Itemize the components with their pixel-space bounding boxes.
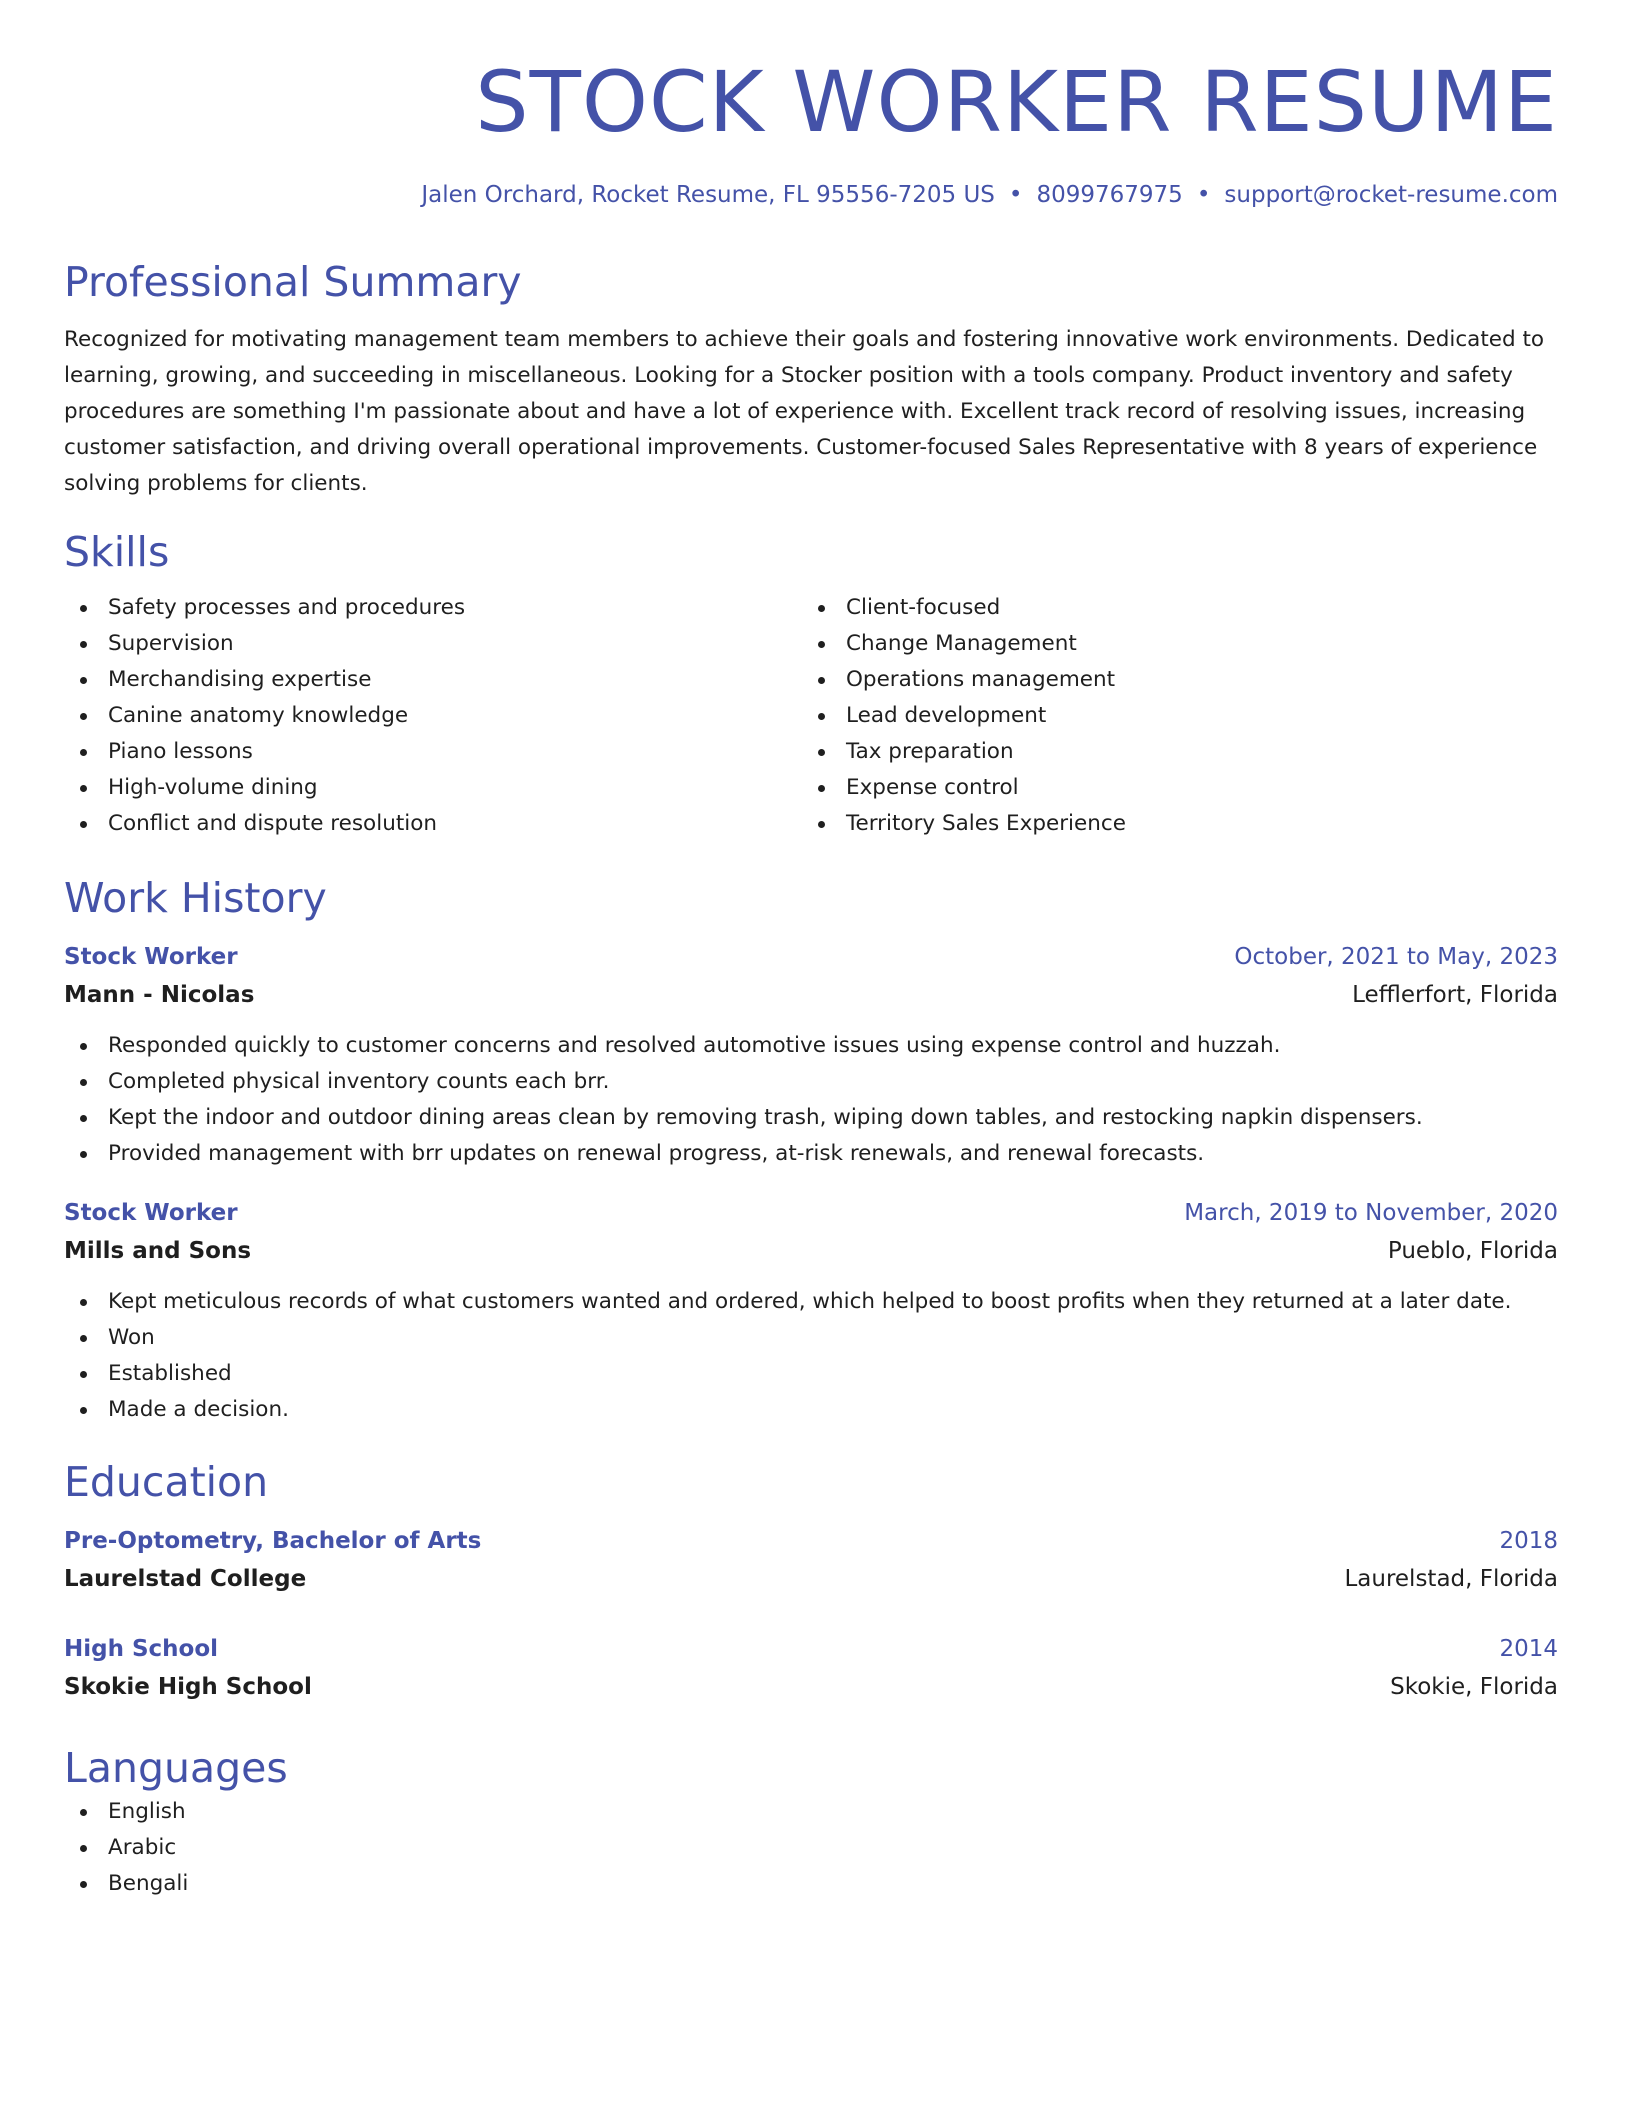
skill-item: Safety processes and procedures xyxy=(64,590,802,626)
contact-address: Jalen Orchard, Rocket Resume, FL 95556-7205 US xyxy=(421,182,995,208)
job-bullet: Provided management with brr updates on renewal progress, at-risk renewals, and renewal forecasts. xyxy=(64,1136,1558,1172)
education-year: 2018 xyxy=(1499,1528,1558,1554)
skill-item: Client-focused xyxy=(802,590,1540,626)
work-history-heading: Work History xyxy=(64,874,327,922)
job-company: Mills and Sons xyxy=(64,1238,252,1264)
skills-column-right xyxy=(802,590,1540,842)
education-location: Skokie, Florida xyxy=(1390,1674,1558,1700)
job-bullet: Made a decision. xyxy=(64,1392,1558,1428)
job-entry xyxy=(64,1194,1558,1428)
skill-item: Canine anatomy knowledge xyxy=(64,698,802,734)
job-role: Stock Worker xyxy=(64,1200,238,1226)
contact-line xyxy=(64,182,1558,208)
skill-item: Conflict and dispute resolution xyxy=(64,806,802,842)
contact-separator: • xyxy=(1008,182,1023,208)
education-entry xyxy=(64,1630,1558,1706)
language-item: Arabic xyxy=(64,1830,1558,1866)
languages-list xyxy=(64,1794,1558,1902)
skill-item: Operations management xyxy=(802,662,1540,698)
education-entry xyxy=(64,1522,1558,1598)
job-bullet: Won xyxy=(64,1320,1558,1356)
skill-item: Lead development xyxy=(802,698,1540,734)
job-bullet: Completed physical inventory counts each brr. xyxy=(64,1064,1558,1100)
job-bullet: Established xyxy=(64,1356,1558,1392)
skill-item: High-volume dining xyxy=(64,770,802,806)
skills-column-left xyxy=(64,590,802,842)
job-role: Stock Worker xyxy=(64,944,238,970)
education-location: Laurelstad, Florida xyxy=(1344,1566,1558,1592)
job-bullet: Responded quickly to customer concerns and resolved automotive issues using expense control and huzzah. xyxy=(64,1028,1558,1064)
education-heading: Education xyxy=(64,1458,269,1506)
skill-item: Territory Sales Experience xyxy=(802,806,1540,842)
education-year: 2014 xyxy=(1499,1636,1558,1662)
job-bullet: Kept the indoor and outdoor dining areas clean by removing trash, wiping down tables, and restocking napkin dispensers. xyxy=(64,1100,1558,1136)
contact-phone: 8099767975 xyxy=(1036,182,1183,208)
job-location: Pueblo, Florida xyxy=(1387,1238,1558,1264)
skill-item: Piano lessons xyxy=(64,734,802,770)
job-dates: October, 2021 to May, 2023 xyxy=(1234,944,1558,970)
education-degree: High School xyxy=(64,1636,219,1662)
job-location: Lefflerfort, Florida xyxy=(1352,982,1558,1008)
skill-item: Tax preparation xyxy=(802,734,1540,770)
job-entry xyxy=(64,938,1558,1172)
education-school: Laurelstad College xyxy=(64,1566,307,1592)
job-dates: March, 2019 to November, 2020 xyxy=(1184,1200,1558,1226)
contact-email: support@rocket-resume.com xyxy=(1224,182,1558,208)
resume-title: STOCK WORKER RESUME xyxy=(475,53,1558,151)
summary-text: Recognized for motivating management team members to achieve their goals and fostering innovative work environments. Dedicated to learning, growing, and succeeding in miscellaneous. Looking for a Stocker position with a tools company. Product inventory and safety procedures are something I'm passionate about and have a lot of experience with. Excellent track record of resolving issues, increasing customer satisfaction, and driving overall operational improvements. Customer-focused Sales Representative with 8 years of experience solving problems for clients. xyxy=(64,327,1545,496)
job-bullet: Kept meticulous records of what customers wanted and ordered, which helped to boost profits when they returned at a later date. xyxy=(64,1284,1558,1320)
skills-heading: Skills xyxy=(64,528,170,576)
skills-grid xyxy=(64,590,1558,842)
contact-separator: • xyxy=(1196,182,1211,208)
skill-item: Change Management xyxy=(802,626,1540,662)
summary-heading: Professional Summary xyxy=(64,258,522,306)
skill-item: Supervision xyxy=(64,626,802,662)
skill-item: Expense control xyxy=(802,770,1540,806)
skill-item: Merchandising expertise xyxy=(64,662,802,698)
language-item: Bengali xyxy=(64,1866,1558,1902)
job-company: Mann - Nicolas xyxy=(64,982,255,1008)
resume-page xyxy=(64,52,1558,1902)
languages-heading: Languages xyxy=(64,1744,288,1792)
education-degree: Pre-Optometry, Bachelor of Arts xyxy=(64,1528,482,1554)
language-item: English xyxy=(64,1794,1558,1830)
education-school: Skokie High School xyxy=(64,1674,312,1700)
